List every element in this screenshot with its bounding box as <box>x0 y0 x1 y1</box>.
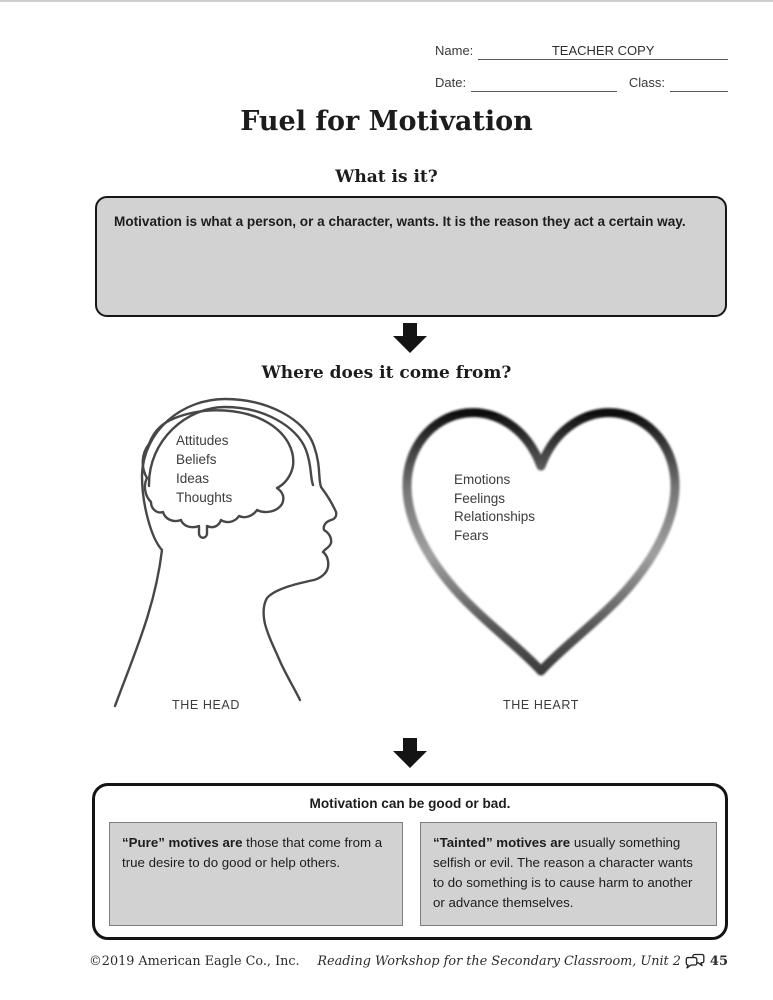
pure-motives-lead: “Pure” motives are <box>122 835 243 850</box>
down-arrow-icon <box>393 738 427 768</box>
tainted-motives-text: usually something selfish or evil. The reason a character wants to do something is to cause harm to another or advance themselves. <box>433 835 693 910</box>
page-footer <box>89 953 728 970</box>
name-label: Name: <box>435 43 474 58</box>
head-items <box>176 431 232 507</box>
header-name-row <box>435 42 728 60</box>
tainted-motives-lead: “Tainted” motives are <box>433 835 571 850</box>
heart-icon <box>396 398 686 688</box>
heart-item: Relationships <box>454 509 536 524</box>
definition-box <box>95 196 727 317</box>
pure-motives-box <box>109 822 403 926</box>
head-profile-icon <box>113 390 381 708</box>
down-arrow-icon <box>393 323 427 353</box>
good-bad-heading: Motivation can be good or bad. <box>309 796 511 811</box>
header-date-class-row <box>435 74 728 92</box>
tainted-motives-box <box>420 822 717 926</box>
page-number: 45 <box>709 954 728 969</box>
page-top-edge <box>0 0 773 2</box>
heart-item: Feelings <box>454 490 506 506</box>
head-item: Beliefs <box>176 452 217 467</box>
name-value: TEACHER COPY <box>551 43 655 58</box>
footer-copyright: ©2019 American Eagle Co., Inc. <box>89 954 300 969</box>
page-title: Fuel for Motivation <box>240 106 533 137</box>
head-item: Thoughts <box>176 490 233 505</box>
date-line <box>471 91 617 92</box>
class-line <box>670 91 728 92</box>
footer-source: Reading Workshop for the Secondary Classroom, Unit 2 <box>317 954 681 969</box>
class-label: Class: <box>628 75 665 90</box>
head-caption: THE HEAD <box>171 698 240 712</box>
pure-motives-text: those that come from a true desire to do good or help others. <box>122 835 383 870</box>
heart-item: Fears <box>454 527 489 543</box>
what-heading: What is it? <box>335 167 438 187</box>
heart-items <box>454 471 535 545</box>
chat-bubbles-icon <box>685 953 706 970</box>
name-line <box>478 43 728 60</box>
head-item: Attitudes <box>176 433 229 448</box>
head-item: Ideas <box>176 471 210 486</box>
good-bad-box <box>92 783 728 940</box>
heart-caption: THE HEART <box>502 698 579 712</box>
definition-text: Motivation is what a person, or a character, wants. It is the reason they act a certain way. <box>114 214 686 229</box>
where-heading: Where does it come from? <box>261 363 512 383</box>
date-label: Date: <box>435 75 467 90</box>
heart-item: Emotions <box>454 472 511 487</box>
